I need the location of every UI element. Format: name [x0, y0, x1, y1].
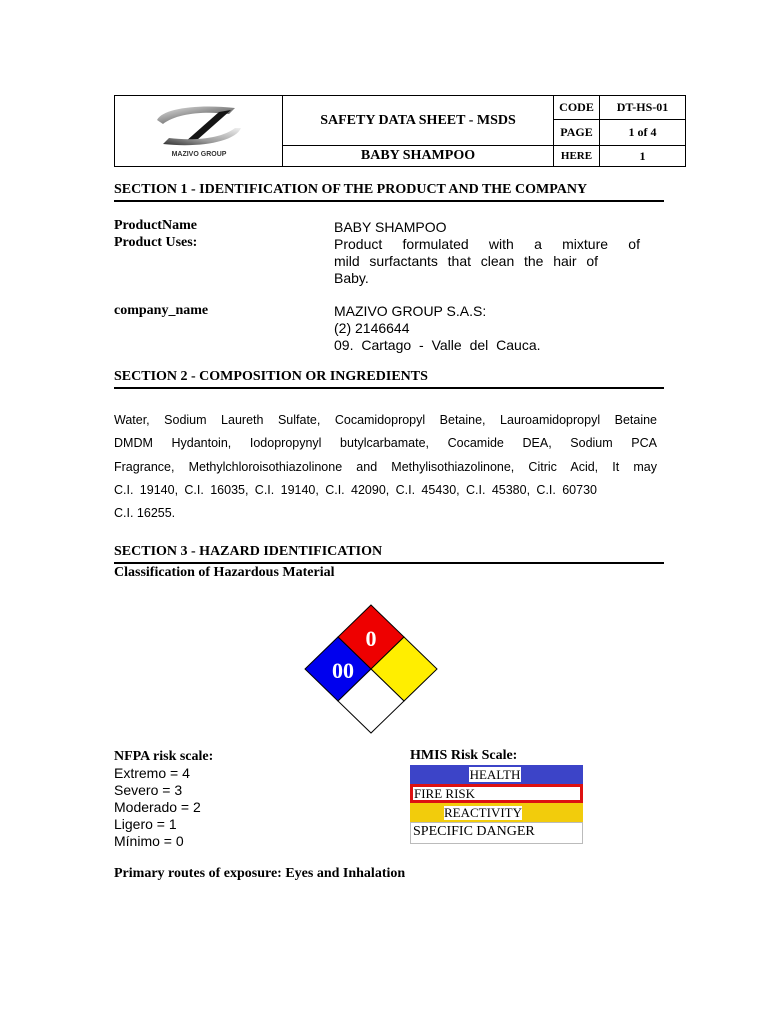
ingredients-line: Water, Sodium Laureth Sulfate, Cocamidopropyl Betaine, Lauroamidopropyl Betaine	[114, 413, 657, 427]
code-label: CODE	[554, 96, 600, 120]
hmis-specific-bar	[410, 822, 583, 844]
here-value: 1	[600, 146, 686, 167]
hmis-specific-label: SPECIFIC DANGER	[413, 824, 535, 839]
hmis-fire-label: FIRE RISK	[413, 787, 580, 800]
page-label: PAGE	[554, 120, 600, 146]
hmis-reactivity-label: REACTIVITY	[444, 805, 522, 820]
hmis-title: HMIS Risk Scale:	[410, 748, 518, 763]
nfpa-item: Moderado = 2	[114, 799, 201, 815]
product-uses-label: Product Uses:	[114, 235, 198, 250]
product-title: BABY SHAMPOO	[283, 146, 554, 167]
code-value: DT-HS-01	[600, 96, 686, 120]
nfpa-item: Mínimo = 0	[114, 833, 184, 849]
nfpa-scale	[114, 748, 213, 850]
company-line: (2) 2146644	[334, 320, 410, 336]
hmis-fire-bar	[410, 784, 583, 803]
product-uses-line: mild surfactants that clean the hair of	[334, 253, 598, 269]
document-title: SAFETY DATA SHEET - MSDS	[283, 96, 554, 146]
company-name-label: company_name	[114, 303, 209, 318]
company-logo	[115, 96, 283, 167]
product-uses-line: Baby.	[334, 270, 369, 286]
hmis-health-bar	[410, 765, 583, 784]
classification-subheading: Classification of Hazardous Material	[114, 565, 335, 580]
health-rating: 00	[332, 658, 354, 683]
hmis-scale	[410, 748, 583, 844]
nfpa-title: NFPA risk scale:	[114, 749, 214, 764]
product-name-value: BABY SHAMPOO	[334, 219, 447, 235]
nfpa-diamond	[303, 603, 439, 735]
company-info	[334, 303, 640, 354]
ingredients-list	[114, 409, 657, 525]
ingredients-line: C.I. 19140, C.I. 16035, C.I. 19140, C.I. 42090, C.I. 45430, C.I. 45380, C.I. 60730	[114, 482, 597, 497]
hmis-reactivity-bar	[410, 803, 583, 822]
nfpa-item: Severo = 3	[114, 782, 183, 798]
here-label: HERE	[554, 146, 600, 167]
product-uses-value	[334, 236, 640, 287]
document-header	[114, 95, 686, 167]
mazivo-logo-icon	[149, 98, 249, 160]
section-2-heading: SECTION 2 - COMPOSITION OR INGREDIENTS	[114, 369, 664, 389]
company-line: MAZIVO GROUP S.A.S:	[334, 303, 487, 319]
company-line: 09. Cartago - Valle del Cauca.	[334, 337, 541, 353]
fire-rating: 0	[365, 626, 377, 651]
product-uses-line: Product formulated with a mixture of	[334, 236, 640, 252]
nfpa-item: Extremo = 4	[114, 765, 190, 781]
ingredients-line: DMDM Hydantoin, Iodopropynyl butylcarbamate, Cocamide DEA, Sodium PCA	[114, 436, 657, 451]
page-value: 1 of 4	[600, 120, 686, 146]
product-name-label: ProductName	[114, 218, 197, 233]
section-1-heading: SECTION 1 - IDENTIFICATION OF THE PRODUCT AND THE COMPANY	[114, 182, 664, 202]
ingredients-line: C.I. 16255.	[114, 506, 176, 521]
exposure-routes: Primary routes of exposure: Eyes and Inhalation	[114, 866, 406, 881]
section-3-heading: SECTION 3 - HAZARD IDENTIFICATION	[114, 544, 664, 564]
hmis-health-label: HEALTH	[469, 767, 521, 782]
ingredients-line: Fragrance, Methylchloroisothiazolinone and Methylisothiazolinone, Citric Acid, It may	[114, 459, 657, 474]
svg-text:MAZIVO GROUP: MAZIVO GROUP	[171, 150, 226, 158]
nfpa-item: Ligero = 1	[114, 816, 177, 832]
